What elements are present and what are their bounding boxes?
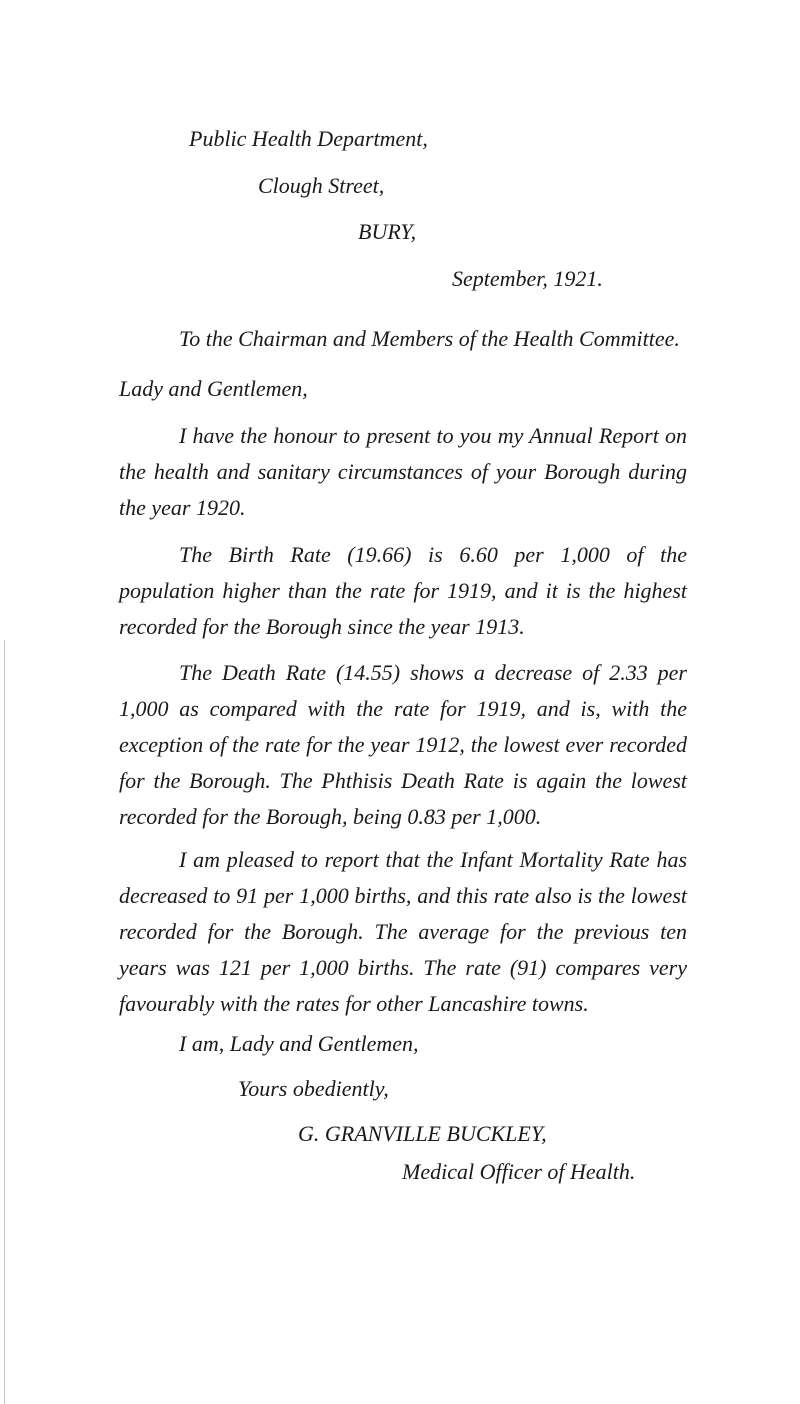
- paragraph-3: The Death Rate (14.55) shows a decrease of 2.33 per 1,000 as compared with the rate for 1919, and is, with the exception of the rate for the year 1912, the lowest ever recorded for the Borough. The Phthisis Death Rate is again the lowest recorded for the Borough, being 0.83 per 1,000.: [119, 660, 687, 829]
- town-line: BURY,: [358, 219, 417, 244]
- department-line: Public Health Department,: [189, 126, 428, 151]
- signature-title: Medical Officer of Health.: [402, 1159, 636, 1184]
- paragraph-4: I am pleased to report that the Infant Mortality Rate has decreased to 91 per 1,000 births, and this rate also is the lowest recorded for the Borough. The average for the previous ten years was 121 per 1,000 births. The rate (91) compares very favourably with the rates for other Lancashire towns.: [119, 847, 687, 1016]
- signature-name: G. GRANVILLE BUCKLEY,: [298, 1121, 547, 1146]
- greeting-line: Lady and Gentlemen,: [119, 376, 308, 401]
- paragraph-2: The Birth Rate (19.66) is 6.60 per 1,000 of the population higher than the rate for 1919, and it is the highest recorded for the Borough since the year 1913.: [119, 542, 687, 639]
- paragraph-1: I have the honour to present to you my Annual Report on the health and sanitary circumstances of your Borough during the year 1920.: [119, 423, 687, 520]
- closing-line: I am, Lady and Gentlemen,: [179, 1031, 419, 1056]
- page-edge-shadow: [4, 640, 5, 1404]
- addressee-line: To the Chairman and Members of the Health Committee.: [179, 326, 680, 351]
- date-line: September, 1921.: [452, 266, 603, 291]
- street-line: Clough Street,: [258, 173, 385, 198]
- valediction-line: Yours obediently,: [238, 1076, 389, 1101]
